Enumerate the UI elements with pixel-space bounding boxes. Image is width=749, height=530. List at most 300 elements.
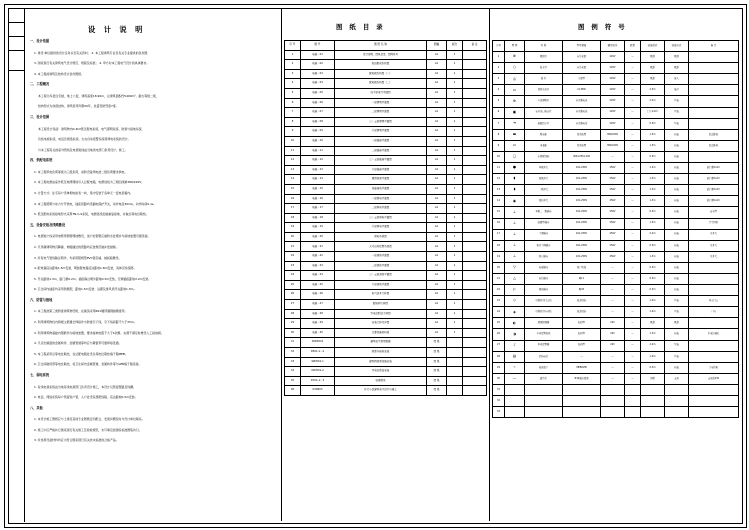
legend-cell-volt: 250V [601, 240, 625, 251]
legend-cell-qty: — [625, 318, 641, 329]
design-note-line: 结构形式为砖混结构，建筑使用年限50年，抗震设防烈度7度。 [38, 104, 119, 109]
drawing-list-cell-size: A1 [427, 300, 447, 310]
legend-symbol-icon: ⊕ [505, 96, 525, 107]
legend-cell-note: 带开关 [689, 251, 739, 262]
legend-cell-name: 厨房插座 [525, 251, 563, 262]
legend-cell-model: 10A 250V [563, 185, 601, 196]
legend-cell-mount: 暗装 [665, 174, 689, 185]
legend-col-header: 安装高度 [641, 41, 665, 52]
drawing-list-cell-note [463, 280, 487, 290]
design-note-line: 1. 本工程用电负荷等级为三级负荷，消防设备用电按二级负荷要求供电。 [34, 169, 128, 174]
legend-cell-mount: 暗装 [665, 273, 689, 284]
drawing-list-cell-name: 六层照明平面图 [335, 127, 427, 137]
drawing-list-cell-code: 99D501-1 [301, 357, 335, 367]
legend-cell-mount: 暗装 [665, 251, 689, 262]
legend-cell-height: 0.3m [641, 262, 665, 273]
drawing-list-cell-ver: 1 [447, 127, 463, 137]
drawing-list-cell-code: 电施－28 [301, 309, 335, 319]
legend-cell-volt: 250V [601, 207, 625, 218]
table-row [285, 98, 487, 108]
design-note-line: 3. 国家现行有关建筑电气设计规范、规程及标准； 4. 甲方对本工程电气设计的具体要求。 [34, 61, 150, 66]
drawing-list-cell-note [463, 88, 487, 98]
design-note-line: 七、弱电系统 [30, 373, 50, 377]
drawing-list-cell-ver: 1 [447, 290, 463, 300]
legend-cell-height: 2.2m [641, 340, 665, 351]
legend-cell-volt: — [601, 307, 625, 318]
table-row [493, 240, 739, 251]
legend-symbol-icon: ➔ [505, 118, 525, 129]
table-row [493, 85, 739, 96]
drawing-list-col-header: 图幅 [427, 41, 447, 51]
legend-cell-qty: — [625, 229, 641, 240]
legend-col-header: 名 称 [525, 41, 563, 52]
legend-cell-height: 0.5m [641, 118, 665, 129]
drawing-list-col-header: 版次 [447, 41, 463, 51]
legend-cell-no: 2 [493, 63, 505, 74]
legend-cell-name: 配电箱 [525, 129, 563, 140]
legend-cell-qty: — [625, 240, 641, 251]
legend-cell-name: 感烟探测器 [525, 318, 563, 329]
drawing-list-cell-name: 主要设备材料表 [335, 328, 427, 338]
drawing-list-cell-size: A1 [427, 213, 447, 223]
table-row [493, 129, 739, 140]
legend-cell-qty: — [625, 218, 641, 229]
legend-symbol-icon: ▢ [505, 151, 525, 162]
legend-col-header: 安装方式 [665, 41, 689, 52]
legend-symbol-icon: ◎ [505, 74, 525, 85]
drawing-list-cell-note [463, 60, 487, 70]
panel-divider-2 [489, 9, 490, 521]
drawing-list-cell-note [463, 146, 487, 156]
table-row [493, 296, 739, 307]
drawing-list-cell-no: 18 [285, 213, 301, 223]
table-row [285, 184, 487, 194]
table-row [493, 196, 739, 207]
legend-cell-name: 柜式空调插座 [525, 240, 563, 251]
drawing-list-cell-no: 24 [285, 271, 301, 281]
design-note-line: 本工程为多层住宅楼，地上六层，建筑高度18.90m，总建筑面积约5400m²，耐火等级二级， [38, 93, 159, 98]
legend-cell-mount: 暗装 [665, 129, 689, 140]
drawing-list-cell-note [463, 127, 487, 137]
legend-cell-mount: 暗装 [665, 285, 689, 296]
drawing-list-cell-code: 电施－21 [301, 242, 335, 252]
drawing-list-cell-no: 21 [285, 242, 301, 252]
drawing-list-cell-name: 配电箱系统图（一） [335, 69, 427, 79]
drawing-list-cell-no: 23 [285, 261, 301, 271]
legend-cell-name: 家居配线箱 [525, 151, 563, 162]
table-row [285, 88, 487, 98]
legend-symbol-icon: ⌁ [505, 362, 525, 373]
legend-cell-mount: 嵌入 [665, 74, 689, 85]
legend-cell-note: 距门框0.2m [689, 163, 739, 174]
design-notes-panel [26, 10, 278, 520]
legend-cell-volt: — [601, 273, 625, 284]
legend-cell-volt: — [601, 351, 625, 362]
drawing-list-cell-note [463, 204, 487, 214]
drawing-list-col-header: 图 纸 名 称 [335, 41, 427, 51]
drawing-list-cell-ver [447, 376, 463, 386]
legend-col-header: 数量 [625, 41, 641, 52]
legend-cell-model [563, 384, 601, 395]
drawing-list-cell-name: 六层消防平面图 [335, 280, 427, 290]
legend-cell-height: 2.2m [641, 229, 665, 240]
drawing-list-cell-note [463, 184, 487, 194]
drawing-list-cell-ver: 1 [447, 69, 463, 79]
drawing-list-cell-ver: 1 [447, 184, 463, 194]
legend-cell-no: 21 [493, 273, 505, 284]
design-note-line: 八、其他 [30, 405, 43, 410]
drawing-list-cell-name: 防雷与接地安装 [335, 348, 427, 358]
legend-cell-qty: — [625, 329, 641, 340]
drawing-list-cell-name: 基础接地平面图 [335, 184, 427, 194]
table-row [285, 223, 487, 233]
drawing-list-cell-note [463, 98, 487, 108]
legend-symbol-icon: — [505, 373, 525, 384]
legend-cell-mount: 壁装 [665, 296, 689, 307]
design-note-line: 2. 电话、网络系统每户预留进户管，入户处设家居配线箱，底边距地0.5m安装。 [34, 395, 138, 400]
legend-cell-name: 电表箱 [525, 140, 563, 151]
table-row [493, 207, 739, 218]
legend-cell-height: 0.3m [641, 285, 665, 296]
design-note-line: 1. 本工程按第三类防雷建筑物设防，在屋顶采用Φ10镀锌圆钢做避雷带。 [34, 309, 128, 314]
stub-cell-2 [8, 22, 24, 37]
legend-cell-model: 10A 250V [563, 163, 601, 174]
legend-symbol-icon: ◉ [505, 196, 525, 207]
drawing-list-cell-note [463, 271, 487, 281]
table-row [285, 204, 487, 214]
drawing-list-cell-code: 电施－24 [301, 271, 335, 281]
drawing-list-cell-name: 地下层电气平面图 [335, 88, 427, 98]
drawing-list-cell-name: 等电位联结大样图 [335, 309, 427, 319]
design-note-line: 4. 本工程的建筑及结构设计条件图纸。 [34, 71, 84, 76]
drawing-list-cell-code: 电施－19 [301, 223, 335, 233]
table-row [493, 285, 739, 296]
legend-cell-note: 支架高150 [689, 373, 739, 384]
drawing-list-cell-note [463, 309, 487, 319]
legend-cell-qty: — [625, 85, 641, 96]
legend-cell-model: 编码型 [563, 318, 601, 329]
drawing-list-cell-note [463, 79, 487, 89]
legend-cell-note [689, 96, 739, 107]
legend-cell-name: 接地端子 [525, 362, 563, 373]
drawing-list-cell-no: 15 [285, 184, 301, 194]
legend-cell-name: 吸顶灯 [525, 52, 563, 63]
legend-cell-model: 10A 250V [563, 251, 601, 262]
drawing-list-cell-ver: 1 [447, 50, 463, 60]
legend-cell-note: 带开关 [689, 240, 739, 251]
drawing-list-cell-no: 3 [285, 69, 301, 79]
legend-cell-height: 2.5m [641, 85, 665, 96]
drawing-list-cell-note [463, 108, 487, 118]
drawing-list-cell-code: 电施－23 [301, 261, 335, 271]
drawing-list-cell-note [463, 117, 487, 127]
legend-cell-note [689, 63, 739, 74]
legend-cell-mount: 吸顶 [665, 52, 689, 63]
legend-cell-name: 网络插座 [525, 285, 563, 296]
legend-cell-no: 9 [493, 140, 505, 151]
legend-cell-no: 32 [493, 396, 505, 407]
table-row [285, 300, 487, 310]
drawing-list-cell-size: A1 [427, 165, 447, 175]
legend-cell-mount: 壁装 [665, 351, 689, 362]
table-row [493, 373, 739, 384]
drawing-list-cell-no: 36 [285, 386, 301, 396]
legend-symbol-icon: ▷ [505, 285, 525, 296]
drawing-list-cell-no: 31 [285, 338, 301, 348]
legend-cell-no: 19 [493, 251, 505, 262]
table-row [285, 271, 487, 281]
legend-cell-model: 2×36W [563, 85, 601, 96]
legend-cell-volt: 220V [601, 85, 625, 96]
legend-symbol-icon: ▭ [505, 140, 525, 151]
table-row [285, 232, 487, 242]
drawing-list-cell-code: 02D501-2 [301, 367, 335, 377]
legend-cell-no: 28 [493, 351, 505, 362]
legend-cell-no: 5 [493, 96, 505, 107]
table-row [285, 386, 487, 396]
legend-cell-note [689, 74, 739, 85]
table-row [493, 163, 739, 174]
legend-cell-mount: 链吊 [665, 85, 689, 96]
design-note-line: 2. 利用建筑物柱内两根主筋通长焊接作为防雷引下线，引下线间距不大于25m。 [34, 320, 137, 324]
legend-cell-qty: — [625, 340, 641, 351]
legend-cell-model: — [563, 351, 601, 362]
legend-cell-note [689, 351, 739, 362]
table-row [493, 251, 739, 262]
legend-cell-qty: — [625, 163, 641, 174]
drawing-list-col-header: 图 号 [301, 41, 335, 51]
drawing-list-cell-no: 30 [285, 328, 301, 338]
design-note-line: 一、设计依据 [30, 39, 50, 43]
drawing-list-cell-code: 电施－04 [301, 79, 335, 89]
legend-cell-note [689, 151, 739, 162]
table-row [285, 290, 487, 300]
drawing-list-cell-note [463, 156, 487, 166]
drawing-list-panel [284, 10, 486, 520]
drawing-list-cell-size: A1 [427, 261, 447, 271]
legend-cell-note: 距门框0.2m [689, 185, 739, 196]
legend-cell-name [525, 384, 563, 395]
table-row [285, 348, 487, 358]
legend-cell-model: 16A 250V [563, 229, 601, 240]
legend-cell-height: 1.5m [641, 140, 665, 151]
legend-cell-no: 12 [493, 174, 505, 185]
drawing-list-cell-size: A1 [427, 328, 447, 338]
drawing-list-body [285, 50, 487, 395]
drawing-list-cell-name: 屋顶防雷平面图 [335, 175, 427, 185]
design-note-line: 5. 本工程采用总等电位联结，在总配电箱处设总等电位联结端子箱MEB。 [34, 351, 128, 356]
design-note-line: 六、防雷与接地 [30, 297, 53, 302]
legend-cell-volt: 380/220V [601, 129, 625, 140]
legend-col-header: 序号 [493, 41, 505, 52]
legend-cell-height [641, 384, 665, 395]
legend-cell-no: 30 [493, 373, 505, 384]
legend-cell-note [689, 118, 739, 129]
legend-cell-model: 10A 250V [563, 174, 601, 185]
legend-cell-note: 户内 [689, 307, 739, 318]
drawing-list-cell-name: 设计说明、图纸目录、图例符号 [335, 50, 427, 60]
legend-cell-note: 带开关 [689, 229, 739, 240]
drawing-list-cell-ver [447, 367, 463, 377]
drawing-list-cell-no: 35 [285, 376, 301, 386]
drawing-list-cell-ver: 1 [447, 98, 463, 108]
table-row [285, 194, 487, 204]
drawing-list-cell-code: 03D603 [301, 386, 335, 396]
drawing-list-cell-no: 9 [285, 127, 301, 137]
drawing-list-cell-no: 4 [285, 79, 301, 89]
legend-cell-qty [625, 396, 641, 407]
drawing-list-cell-ver: 1 [447, 79, 463, 89]
drawing-list-cell-size: A1 [427, 79, 447, 89]
drawing-list-col-header: 备 注 [463, 41, 487, 51]
legend-cell-height: 门上0.2m [641, 107, 665, 118]
legend-cell-note [689, 52, 739, 63]
table-row [285, 242, 487, 252]
drawing-list-cell-note [463, 194, 487, 204]
legend-cell-no: 14 [493, 196, 505, 207]
legend-cell-qty: — [625, 140, 641, 151]
legend-cell-note: 安全型 [689, 207, 739, 218]
legend-symbol-icon: ▭ [505, 85, 525, 96]
drawing-list-cell-name: 六层插座平面图 [335, 165, 427, 175]
legend-cell-qty: — [625, 296, 641, 307]
legend-cell-no: 8 [493, 129, 505, 140]
legend-cell-note: 单元门口 [689, 296, 739, 307]
drawing-list-cell-name: 二层照明平面图 [335, 108, 427, 118]
design-note-line: 2. 施工中应严格执行国家现行有关施工及验收规范，未尽事宜按国家标准图集执行。 [34, 427, 142, 432]
legend-cell-height: 屋面 [641, 373, 665, 384]
drawing-list-cell-code: 电施－30 [301, 328, 335, 338]
legend-cell-note [689, 285, 739, 296]
drawing-list-cell-size: A1 [427, 271, 447, 281]
design-note-line: 二、工程概况 [30, 82, 50, 87]
legend-cell-volt: 250V [601, 196, 625, 207]
drawing-list-cell-ver: 1 [447, 146, 463, 156]
table-row [285, 213, 487, 223]
legend-symbol-icon: ● [505, 163, 525, 174]
design-note-line: 1. 建设 单位提供的设计任务书及有关资料； 2. 本工程建筑专业及有关专业提供的条件图； [34, 50, 151, 55]
legend-cell-mount: 吸顶 [665, 318, 689, 329]
drawing-list-cell-ver: 1 [447, 232, 463, 242]
legend-cell-qty: — [625, 129, 641, 140]
drawing-list-cell-code: 电施－07 [301, 108, 335, 118]
drawing-list-cell-name: 住宅小区建筑电气设计与施工 [335, 386, 427, 396]
legend-cell-height: 1.5m [641, 129, 665, 140]
drawing-list-cell-note [463, 338, 487, 348]
legend-cell-volt: — [601, 151, 625, 162]
legend-cell-height: 1.4m [641, 307, 665, 318]
design-note-line: 四、供配电系统 [30, 158, 53, 163]
drawing-list-cell-note [463, 386, 487, 396]
legend-cell-note: 底边距地 [689, 129, 739, 140]
drawing-list-cell-size: A1 [427, 69, 447, 79]
drawing-list-cell-ver: 1 [447, 175, 463, 185]
drawing-list-cell-ver: 1 [447, 300, 463, 310]
legend-cell-name: 声光报警器 [525, 340, 563, 351]
legend-cell-volt: — [601, 262, 625, 273]
legend-cell-name: 双控开关 [525, 196, 563, 207]
drawing-list-cell-code: 电施－26 [301, 290, 335, 300]
legend-cell-model [563, 396, 601, 407]
legend-cell-qty: — [625, 96, 641, 107]
drawing-list-cell-name: 弱电系统图 [335, 232, 427, 242]
legend-cell-volt: 250V [601, 163, 625, 174]
drawing-list-cell-note [463, 50, 487, 60]
drawing-list-cell-size: A1 [427, 117, 447, 127]
legend-cell-volt: 220V [601, 118, 625, 129]
legend-cell-mount: 吸顶 [665, 63, 689, 74]
drawing-list-cell-no: 28 [285, 309, 301, 319]
legend-cell-height: 1.4m [641, 296, 665, 307]
drawing-list-cell-code: 电施－05 [301, 88, 335, 98]
table-row [285, 280, 487, 290]
legend-symbol-icon: ▤ [505, 351, 525, 362]
drawing-list-cell-note [463, 223, 487, 233]
legend-cell-mount: 暗装 [665, 151, 689, 162]
table-row [285, 357, 487, 367]
legend-cell-note [689, 85, 739, 96]
legend-cell-volt: 250V [601, 174, 625, 185]
drawing-list-cell-no: 19 [285, 223, 301, 233]
legend-cell-no: 10 [493, 151, 505, 162]
legend-cell-volt: 220V [601, 63, 625, 74]
legend-cell-no: 6 [493, 107, 505, 118]
legend-symbol-icon: ♪ [505, 340, 525, 351]
drawing-list-cell-size: 图 集 [427, 367, 447, 377]
drawing-list-cell-size: A1 [427, 50, 447, 60]
legend-cell-volt: 24V [601, 340, 625, 351]
drawing-list-cell-no: 16 [285, 194, 301, 204]
legend-cell-height: 0.3m [641, 362, 665, 373]
legend-cell-no: 3 [493, 74, 505, 85]
drawing-list-cell-note [463, 165, 487, 175]
drawing-list-cell-ver: 1 [447, 156, 463, 166]
legend-cell-height: 0.3m [641, 207, 665, 218]
drawing-list-cell-code: D501-1～4 [301, 348, 335, 358]
drawing-list-cell-note [463, 136, 487, 146]
legend-cell-name: 空调插座 [525, 229, 563, 240]
drawing-list-cell-name: 三～五层消防平面图 [335, 271, 427, 281]
title-stub-strip [8, 8, 25, 522]
legend-cell-note [689, 107, 739, 118]
legend-cell-mount: 暗装 [665, 196, 689, 207]
table-row [285, 146, 487, 156]
legend-cell-volt: — [601, 296, 625, 307]
drawing-list-cell-ver: 1 [447, 242, 463, 252]
table-row [493, 52, 739, 63]
drawing-list-col-header: 序 号 [285, 41, 301, 51]
drawing-list-cell-note [463, 290, 487, 300]
drawing-list-cell-code: 电施－29 [301, 319, 335, 329]
legend-cell-mount [665, 396, 689, 407]
legend-cell-model: 节能型 [563, 74, 601, 85]
design-note-line: 1. 本设计施工图纸应与土建及其他专业图纸密切配合，发现问题及时与设计单位联系。 [34, 417, 145, 422]
legend-cell-model: MEB/LEB [563, 362, 601, 373]
legend-cell-name: 手动报警按钮 [525, 329, 563, 340]
legend-cell-note [689, 396, 739, 407]
legend-cell-no: 11 [493, 163, 505, 174]
table-row [493, 118, 739, 129]
legend-symbol-icon: ◖ [505, 174, 525, 185]
legend-cell-note [689, 262, 739, 273]
table-row [285, 319, 487, 329]
drawing-list-cell-ver [447, 386, 463, 396]
drawing-list-cell-no: 10 [285, 136, 301, 146]
drawing-list-cell-name: 配电间大样图 [335, 300, 427, 310]
legend-cell-model: RJ11 [563, 273, 601, 284]
drawing-list-cell-no: 20 [285, 232, 301, 242]
drawing-list-cell-no: 14 [285, 175, 301, 185]
